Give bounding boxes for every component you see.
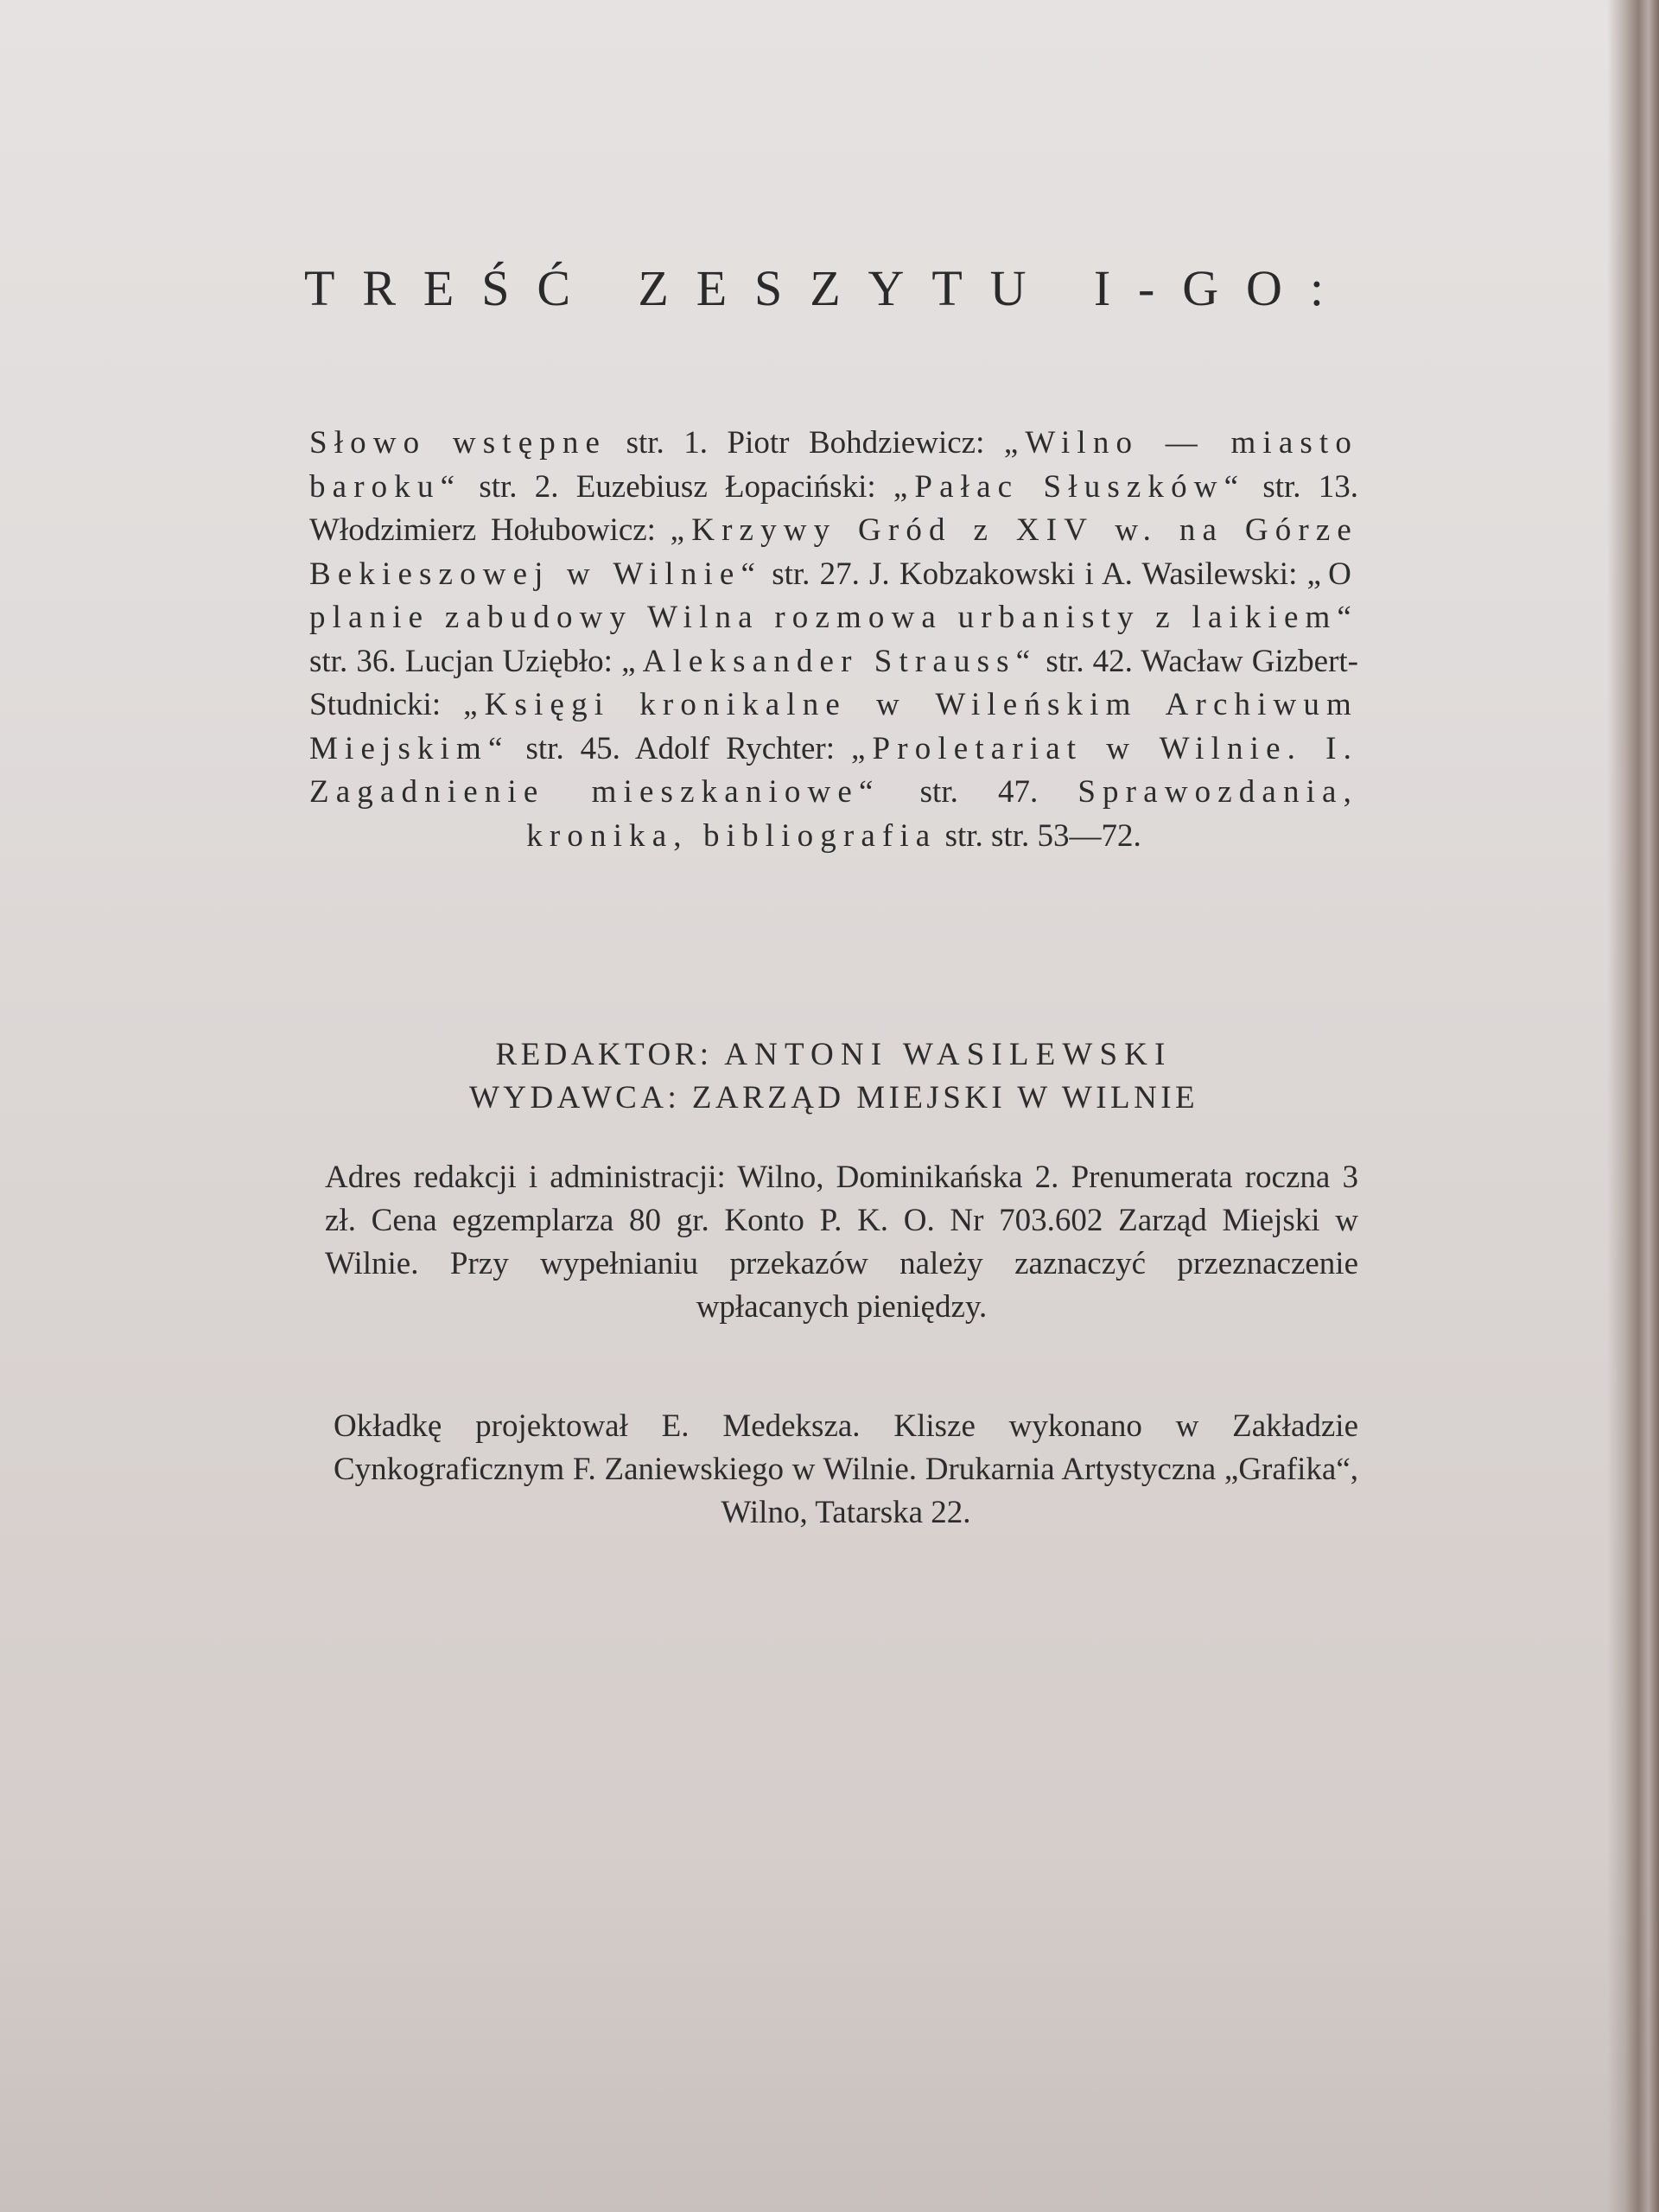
publisher-label: WYDAWCA: (468, 1080, 681, 1116)
table-of-contents (309, 422, 1358, 858)
toc-title: „Księgi kronikalne w Wileńskim Archiwum Miejskim“ (309, 687, 1358, 766)
toc-text: str. 45. Adolf Rychter: (509, 730, 851, 766)
toc-title: „O planie zabudowy Wilna rozmowa urbanisty z laikiem“ (309, 556, 1358, 635)
page-shadow (0, 1849, 1659, 2212)
editor-label: REDAKTOR: (495, 1037, 713, 1072)
toc-title: „Aleksander Strauss“ (621, 643, 1038, 679)
publisher-line (309, 1077, 1358, 1120)
colophon-paragraph: Okładkę projektował E. Medeksza. Klisze wykonano w Zakładzie Cynkograficznym F. Zaniewskiego w Wilnie. Drukarnia Artystyczna „Grafika“, Wilno, Tatarska 22. (334, 1408, 1358, 1530)
address-paragraph: Adres redakcji i administracji: Wilno, Dominikańska 2. Prenumerata roczna 3 zł. Cena egzemplarza 80 gr. Konto P. K. O. Nr 703.602 Zarząd Miejski w Wilnie. Przy wypełnianiu przekazów należy zaznaczyć przeznaczenie wpłacanych pieniędzy. (325, 1160, 1358, 1325)
toc-title: „Krzywy Gród z XIV w. na Górze Bekieszowej w Wilnie“ (309, 512, 1358, 592)
editor-line (309, 1033, 1358, 1077)
toc-text: str. 2. Euzebiusz Łopaciński: (461, 468, 893, 505)
toc-text: str. 1. Piotr Bohdziewicz: (607, 425, 1004, 461)
publisher-name: ZARZĄD MIEJSKI W WILNIE (691, 1080, 1199, 1116)
toc-title: „Pałac Słuszków“ (893, 468, 1246, 505)
toc-text: str. 36. Lucjan Uziębło: (309, 643, 622, 679)
toc-text: str. 42. Wacław Gizbert-Studnicki: (309, 643, 1358, 722)
editor-name: ANTONI WASILEWSKI (724, 1037, 1173, 1072)
toc-title: „Proletariat w Wilnie. I. Zagadnienie mieszkaniowe“ (309, 730, 1358, 810)
toc-text: str. 13. Włodzimierz Hołubowicz: (309, 468, 1358, 548)
toc-title: Słowo wstępne (309, 425, 607, 461)
toc-text: str. 27. J. Kobzakowski i A. Wasilewski: (762, 556, 1307, 592)
toc-title: „Wilno — miasto baroku“ (309, 425, 1358, 505)
toc-title: Sprawozdania, kronika, bibliografia (526, 774, 1358, 854)
toc-text: str. 47. (880, 774, 1078, 810)
toc-text: str. str. 53—72. (937, 817, 1141, 854)
credits (309, 1033, 1358, 1120)
page-heading: TREŚĆ ZESZYTU I-GO: (304, 260, 1351, 316)
